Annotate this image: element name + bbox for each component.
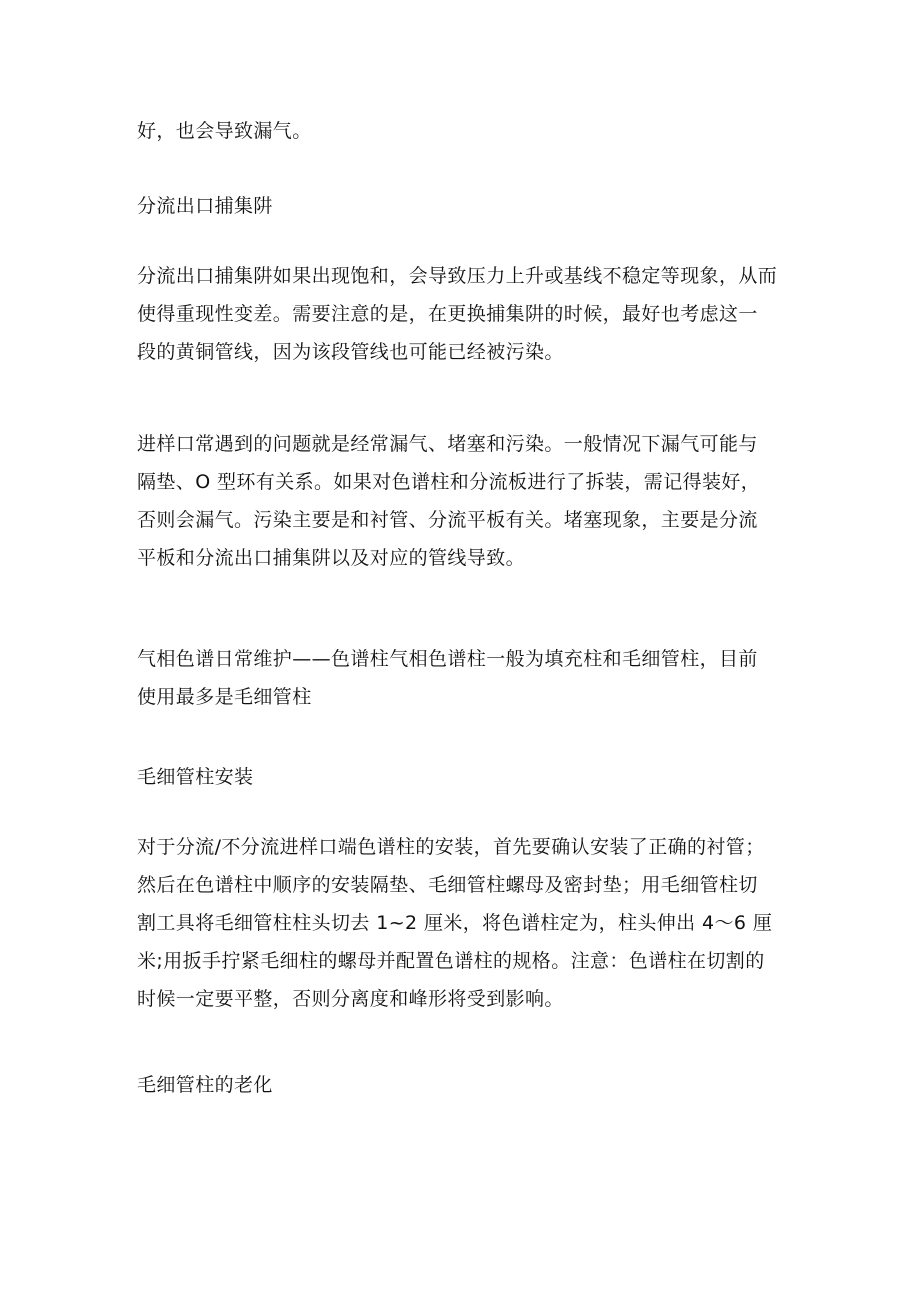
text-line: 平板和分流出口捕集阱以及对应的管线导致。: [137, 547, 526, 569]
text-line: 气相色谱日常维护——色谱柱气相色谱柱一般为填充柱和毛细管柱，目前: [137, 648, 758, 670]
text-line: 分流出口捕集阱: [137, 195, 273, 217]
text-line: 进样口常遇到的问题就是经常漏气、堵塞和污染。一般情况下漏气可能与: [137, 433, 758, 455]
text-line: 米;用扳手拧紧毛细柱的螺母并配置色谱柱的规格。注意：色谱柱在切割的: [137, 950, 765, 972]
text-line: 使得重现性变差。需要注意的是，在更换捕集阱的时候，最好也考虑这一: [137, 303, 758, 325]
text-line: 毛细管柱安装: [137, 766, 254, 788]
text-line: 割工具将毛细管柱柱头切去 1~2 厘米，将色谱柱定为，柱头伸出 4～6 厘: [137, 912, 773, 934]
text-line: 段的黄铜管线，因为该段管线也可能已经被污染。: [137, 341, 564, 363]
text-line: 隔垫、O 型环有关系。如果对色谱柱和分流板进行了拆装，需记得装好，: [137, 471, 761, 493]
heading-split-outlet-trap: [137, 187, 797, 225]
text-line: 使用最多是毛细管柱: [137, 686, 312, 708]
text-line: 分流出口捕集阱如果出现饱和，会导致压力上升或基线不稳定等现象，从而: [137, 265, 778, 287]
paragraph-installation-steps: [137, 828, 797, 1018]
paragraph-gc-column-maintenance: [137, 640, 797, 716]
heading-capillary-conditioning: [137, 1066, 797, 1104]
paragraph-inlet-problems: [137, 425, 797, 577]
paragraph-leak-ending: [137, 112, 797, 150]
text-line: 时候一定要平整，否则分离度和峰形将受到影响。: [137, 988, 564, 1010]
heading-capillary-installation: [137, 758, 797, 796]
text-line: 然后在色谱柱中顺序的安装隔垫、毛细管柱螺母及密封垫；用毛细管柱切: [137, 874, 758, 896]
text-line: 好，也会导致漏气。: [137, 120, 312, 142]
text-line: 毛细管柱的老化: [137, 1074, 273, 1096]
text-line: 对于分流/不分流进样口端色谱柱的安装，首先要确认安装了正确的衬管；: [137, 836, 765, 858]
paragraph-trap-saturation: [137, 257, 797, 371]
text-line: 否则会漏气。污染主要是和衬管、分流平板有关。堵塞现象，主要是分流: [137, 509, 758, 531]
